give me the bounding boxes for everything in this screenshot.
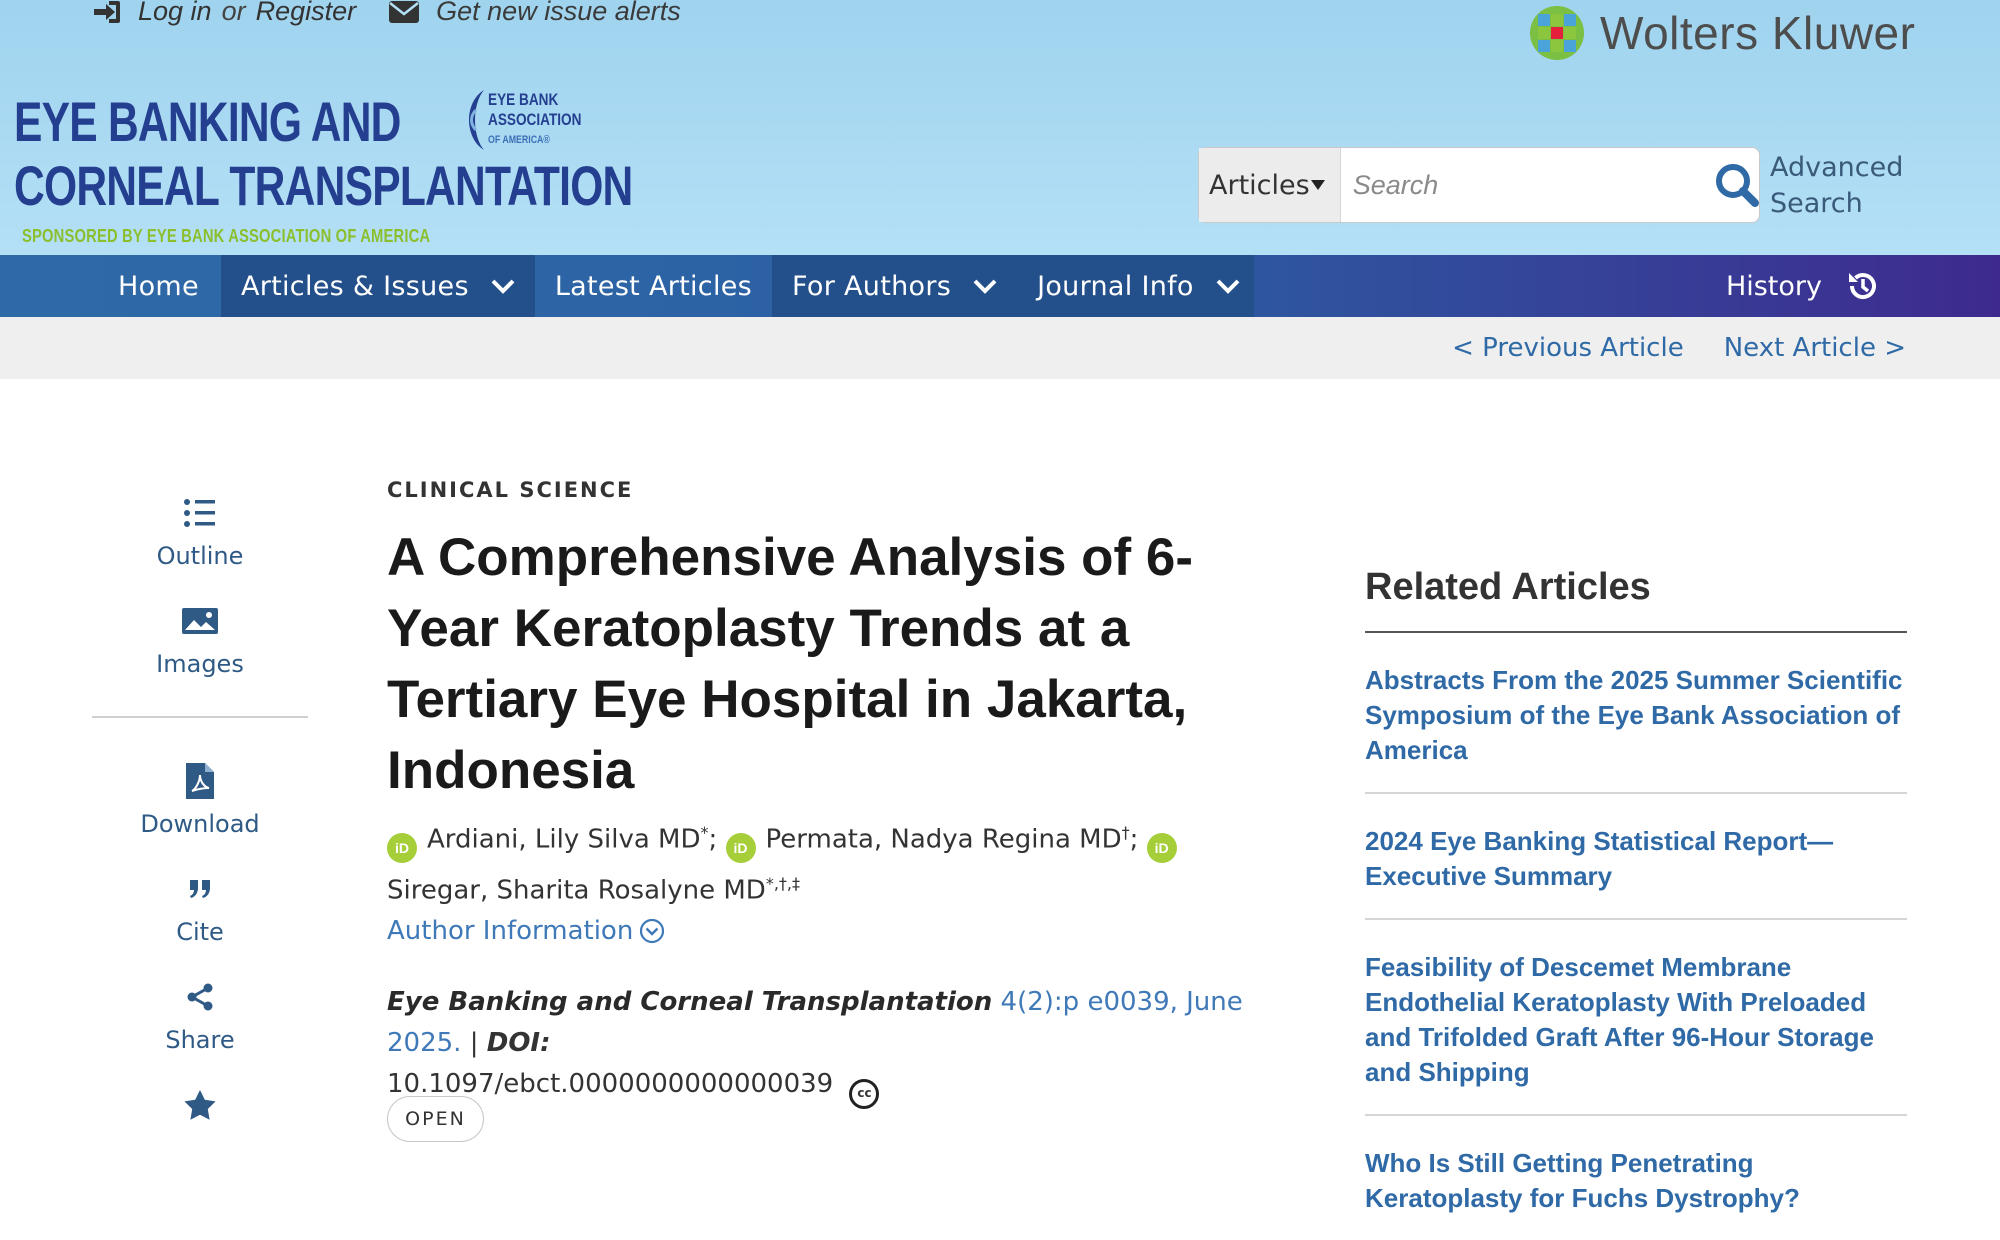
author-name[interactable]: Ardiani, Lily Silva MD xyxy=(427,824,701,855)
list-icon xyxy=(183,497,217,529)
search-button[interactable] xyxy=(1712,148,1762,222)
author-separator: ; xyxy=(1129,824,1139,855)
orcid-icon[interactable]: iD xyxy=(387,833,417,863)
share-label: Share xyxy=(165,1026,235,1054)
chevron-down-icon xyxy=(1216,278,1240,294)
journal-title-line1: EYE BANKING AND xyxy=(14,90,401,153)
share-icon xyxy=(186,983,214,1011)
cite-button[interactable] xyxy=(92,866,308,946)
ebaa-line2: ASSOCIATION xyxy=(488,110,582,129)
register-link[interactable]: Register xyxy=(255,0,357,26)
ebaa-eye-mark-icon xyxy=(460,88,486,152)
orcid-icon[interactable]: iD xyxy=(1147,833,1177,863)
ebaa-text xyxy=(488,90,581,150)
article-section-label: CLINICAL SCIENCE xyxy=(387,478,634,502)
nav-journal-info[interactable] xyxy=(1017,255,1254,317)
doi-label: DOI: xyxy=(486,1028,551,1058)
ebaa-line3: OF AMERICA® xyxy=(488,134,550,146)
download-button[interactable] xyxy=(92,758,308,838)
search-scope-select[interactable] xyxy=(1199,148,1341,222)
login-link[interactable]: Log in xyxy=(138,0,212,26)
related-article-link[interactable]: Feasibility of Descemet Membrane Endothelial Keratoplasty With Preloaded and Trifolded Graft After 96-Hour Storage and Shipping xyxy=(1365,920,1907,1116)
related-article-link[interactable]: Who Is Still Getting Penetrating Keratoplasty for Fuchs Dystrophy? xyxy=(1365,1148,1800,1213)
article-tools-rail xyxy=(92,490,308,1128)
chevron-circle-down-icon xyxy=(639,918,665,944)
nav-for-authors-label: For Authors xyxy=(792,270,952,302)
search-bar xyxy=(1198,147,1760,223)
journal-name: Eye Banking and Corneal Transplantation xyxy=(387,987,993,1017)
ebaa-line1: EYE BANK xyxy=(488,90,559,109)
nav-home-label: Home xyxy=(118,270,199,302)
citation-line xyxy=(387,982,1287,1109)
top-links xyxy=(92,0,681,27)
envelope-icon xyxy=(388,0,420,24)
related-article-link[interactable]: Abstracts From the 2025 Summer Scientific Symposium of the Eye Bank Association of America xyxy=(1365,633,1907,794)
pdf-file-icon xyxy=(186,763,214,799)
images-label: Images xyxy=(156,650,244,678)
nav-articles-issues[interactable] xyxy=(221,255,535,317)
quote-icon xyxy=(188,878,212,900)
wolters-kluwer-mark-icon xyxy=(1528,4,1586,62)
search-icon xyxy=(1712,160,1762,210)
star-icon xyxy=(184,1090,216,1120)
author-list xyxy=(387,812,1267,912)
article-pager-bar xyxy=(0,317,2000,379)
nav-history[interactable] xyxy=(1726,255,1880,317)
author-affiliation-mark: † xyxy=(1121,823,1130,842)
author-name[interactable]: Permata, Nadya Regina MD xyxy=(765,824,1122,855)
nav-history-label: History xyxy=(1725,270,1822,302)
rail-divider xyxy=(92,716,308,718)
site-header xyxy=(0,0,2000,255)
favorite-button[interactable] xyxy=(92,1082,308,1128)
issue-alerts-label: Get new issue alerts xyxy=(436,0,681,26)
search-input[interactable] xyxy=(1341,148,1712,222)
nav-for-authors[interactable] xyxy=(772,255,1017,317)
share-button[interactable] xyxy=(92,974,308,1054)
cite-label: Cite xyxy=(176,918,224,946)
ebaa-logo xyxy=(460,88,605,152)
article-title: A Comprehensive Analysis of 6-Year Keratoplasty Trends at a Tertiary Eye Hospital in Jakarta, Indonesia xyxy=(387,528,1194,800)
nav-journal-info-label: Journal Info xyxy=(1037,270,1194,302)
outline-button[interactable] xyxy=(92,490,308,570)
related-article-link[interactable]: 2024 Eye Banking Statistical Report—Executive Summary xyxy=(1365,794,1907,920)
nav-latest-articles[interactable] xyxy=(535,255,772,317)
chevron-down-icon xyxy=(973,278,997,294)
search-scope-value: Articles xyxy=(1209,169,1310,201)
nav-articles-issues-label: Articles & Issues xyxy=(240,270,469,302)
related-articles-panel xyxy=(1365,566,1907,1240)
wolters-kluwer-logo[interactable] xyxy=(1528,4,1915,62)
history-icon xyxy=(1846,269,1880,303)
author-name[interactable]: Siregar, Sharita Rosalyne MD xyxy=(387,875,766,906)
caret-down-icon xyxy=(1310,179,1326,191)
author-affiliation-mark: * xyxy=(700,823,709,842)
author-information-label: Author Information xyxy=(387,916,634,946)
nav-latest-articles-label: Latest Articles xyxy=(554,270,753,302)
journal-title-line2: CORNEAL TRANSPLANTATION xyxy=(14,154,633,217)
or-text: or xyxy=(221,0,246,26)
previous-article-link[interactable]: < Previous Article xyxy=(1452,333,1684,363)
login-icon xyxy=(92,0,122,25)
download-label: Download xyxy=(140,810,260,838)
citation-pipe: | xyxy=(469,1028,479,1058)
author-affiliation-mark: *,†,‡ xyxy=(765,874,800,894)
related-articles-heading: Related Articles xyxy=(1365,566,1907,633)
next-article-link[interactable]: Next Article > xyxy=(1723,333,1906,363)
nav-home[interactable] xyxy=(96,255,221,317)
article-pager xyxy=(1452,317,1906,379)
image-icon xyxy=(182,608,218,634)
author-information-toggle[interactable] xyxy=(387,916,665,946)
chevron-down-icon xyxy=(491,278,515,294)
creative-commons-icon[interactable]: cc xyxy=(849,1079,879,1109)
doi-value[interactable]: 10.1097/ebct.0000000000000039 xyxy=(387,1069,834,1099)
issue-alerts-link[interactable] xyxy=(388,0,681,27)
sponsor-tagline: SPONSORED BY EYE BANK ASSOCIATION OF AMERICA xyxy=(22,226,431,246)
open-access-badge: OPEN xyxy=(387,1096,484,1142)
orcid-icon[interactable]: iD xyxy=(726,833,756,863)
publisher-name: Wolters Kluwer xyxy=(1600,7,1916,59)
advanced-search-link[interactable]: Advanced Search xyxy=(1770,152,1904,219)
author-separator: ; xyxy=(708,824,718,855)
images-button[interactable] xyxy=(92,598,308,678)
outline-label: Outline xyxy=(156,542,244,570)
main-nav xyxy=(0,255,2000,317)
issue-link[interactable]: 4(2):p e0039, June 2025. xyxy=(387,987,1243,1058)
